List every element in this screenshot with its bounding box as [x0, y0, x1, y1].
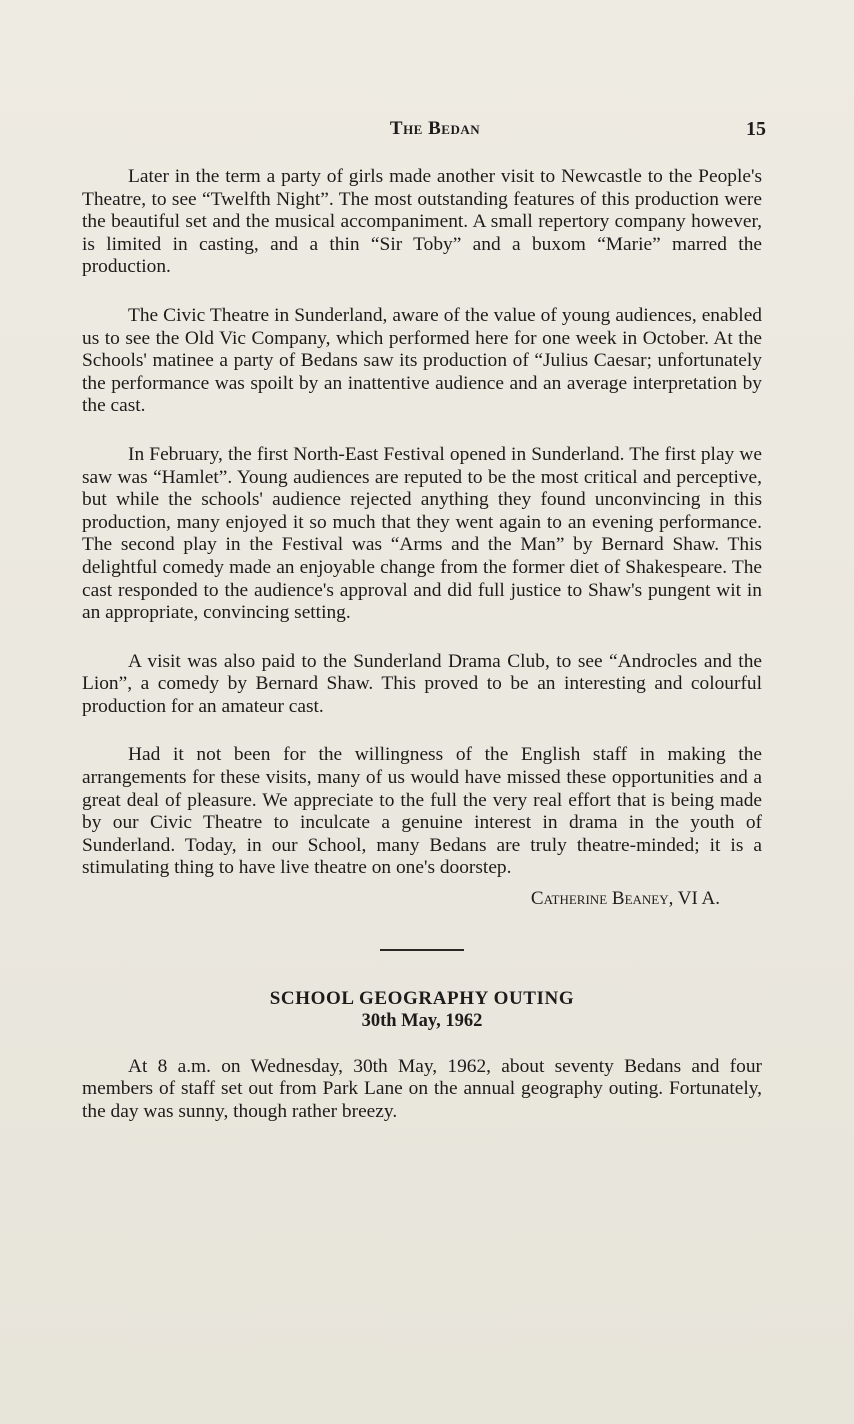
publication-title: The Bedan: [389, 118, 481, 139]
paragraph-drama-club: A visit was also paid to the Sunderland Drama Club, to see “Androcles and the Lion”, a comedy by Bernard Shaw. This proved to be an interesting and colourful production for an amateur cast.: [82, 650, 762, 717]
paragraph-closing: Had it not been for the willingness of the English staff in making the arrangements for these visits, many of us would have missed these opportunities and a great deal of pleasure. We appreciate to the full the very real effort that is being made by our Civic Theatre to inculcate a genuine interest in drama in the youth of Sunderland. Today, in our School, many Bedans are truly theatre-minded; it is a stimulating thing to have live theatre on one's doorstep.: [82, 744, 762, 879]
paragraph-geography-outing: At 8 a.m. on Wednesday, 30th May, 1962, about seventy Bedans and four members of staff set out from Park Lane on the annual geography outing. Fortunately, the day was sunny, though rather breezy.: [82, 1055, 762, 1122]
section-title: SCHOOL GEOGRAPHY OUTING: [269, 987, 575, 1009]
page-number: 15: [746, 118, 766, 140]
paragraph-newcastle-visit: Later in the term a party of girls made another visit to Newcastle to the People's Theatre, to see “Twelfth Night”. The most outstanding features of this production were the beautiful set and the musical accompaniment. A small repertory company however, is limited in casting, and a thin “Sir Toby” and a buxom “Marie” marred the production.: [82, 166, 762, 278]
running-header: [82, 118, 766, 144]
author-signature: Catherine Beaney, VI A.: [530, 888, 720, 910]
article-body: [82, 166, 762, 1149]
section-divider: [380, 949, 464, 951]
paragraph-north-east-festival: In February, the first North-East Festival opened in Sunderland. The first play we saw was “Hamlet”. Young audiences are reputed to be the most critical and perceptive, but while the schools' audience rejected anything they found unconvincing in this production, many enjoyed it so much that they went again to an evening performance. The second play in the Festival was “Arms and the Man” by Bernard Shaw. This delightful comedy made an enjoyable change from the former diet of Shakespeare. The cast responded to the audience's approval and did full justice to Shaw's pungent wit in an appropriate, convincing setting.: [82, 443, 762, 624]
section-date: 30th May, 1962: [361, 1010, 483, 1031]
paragraph-civic-theatre: The Civic Theatre in Sunderland, aware of the value of young audiences, enabled us to see the Old Vic Company, which performed here for one week in October. At the Schools' matinee a party of Bedans saw its production of “Julius Caesar; unfortunately the performance was spoilt by an inattentive audience and an average interpretation by the cast.: [82, 304, 762, 417]
